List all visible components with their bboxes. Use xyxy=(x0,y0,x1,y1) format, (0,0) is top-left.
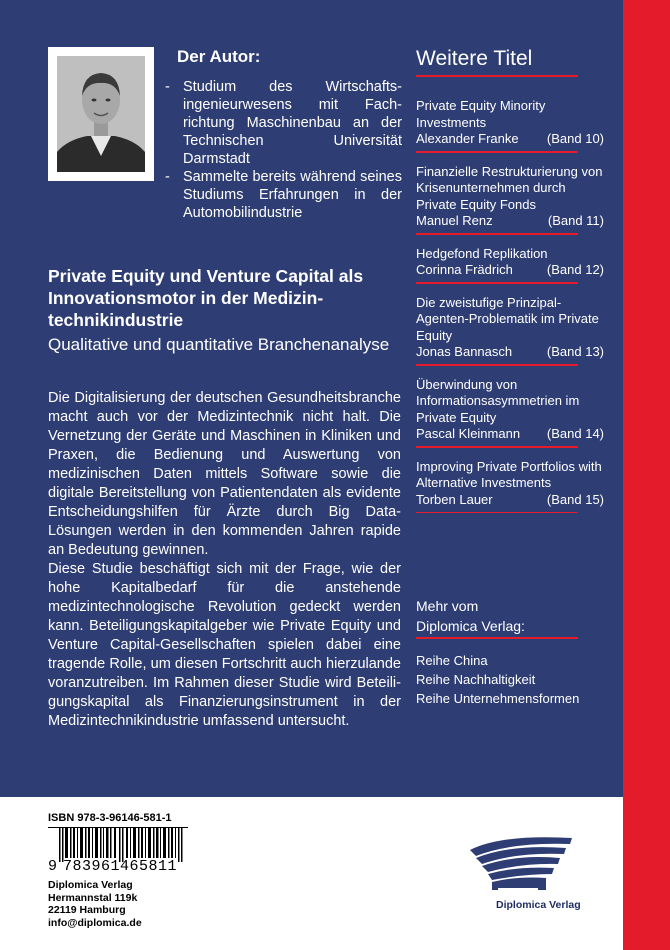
more-line-2: Diplomica Verlag: xyxy=(416,618,525,634)
publisher-address xyxy=(48,879,142,929)
book-subtitle: Qualitative und quantitative Branchenanalyse xyxy=(48,335,390,354)
publisher-line: info@diplomica.de xyxy=(48,916,142,929)
title-band: (Band 13) xyxy=(546,344,604,359)
title-author: Torben Lauer xyxy=(416,491,493,507)
publisher-logo-icon xyxy=(462,830,582,898)
more-line-1: Mehr vom xyxy=(416,598,479,614)
author-bullet xyxy=(165,168,402,222)
bullet-dash: - xyxy=(165,169,170,185)
series-item: Reihe China xyxy=(416,653,488,668)
series-item: Reihe Nachhaltigkeit xyxy=(416,672,536,687)
barcode-image xyxy=(59,828,187,862)
title-band: (Band 14) xyxy=(546,426,604,441)
author-photo xyxy=(48,47,154,181)
publisher-line: 22119 Hamburg xyxy=(48,904,126,916)
title-entry xyxy=(416,98,604,153)
title-entry xyxy=(416,377,604,448)
title-name: Hedgefond Replikation xyxy=(416,245,548,261)
title-name: Improving Private Portfolios with Alternative Investments xyxy=(416,458,602,490)
publisher-logo-text: Diplomica Verlag xyxy=(496,899,581,911)
title-name: Überwindung von Informationsasymmetrien im Private Equity xyxy=(416,376,580,425)
title-entry xyxy=(416,246,604,284)
barcode-digit-first: 9 xyxy=(48,858,58,875)
title-author: Manuel Renz xyxy=(416,213,493,228)
author-bullet-list xyxy=(165,78,402,222)
further-titles-list xyxy=(416,98,604,524)
title-author: Corinna Frädrich xyxy=(416,262,513,277)
title-author: Alexander Franke xyxy=(416,131,519,146)
author-bullet xyxy=(165,78,402,168)
author-heading: Der Autor: xyxy=(177,47,261,66)
title-band: (Band 10) xyxy=(546,131,604,146)
title-name: Finanzielle Restrukturierung von Krisenunternehmen durch Private Equity Fonds xyxy=(416,163,603,212)
series-list xyxy=(416,651,579,708)
barcode-digit-group: 465811 xyxy=(120,858,178,875)
more-from-publisher-heading xyxy=(416,596,525,636)
title-author: Jonas Bannasch xyxy=(416,344,513,359)
series-item: Reihe Unternehmensformen xyxy=(416,691,580,706)
description-paragraph: Diese Studie beschäftigt sich mit der Frage, wie der hohe Kapitalbedarf für die anstehende medizintechnologische Revolution gedeckt werden kann. Beteiligungskapitalgeber wie Private Equity und Venture Capital-Gesellschaften spielen dabei eine tragende Rolle, um diesen Fortschritt auch hierzulande voranzutreiben. Im Rahmen dieser Studie wird Beteiligungskapital als Finanzierungsinstrument in der Medizintechnikindustrie umfassend untersucht. xyxy=(48,561,401,729)
title-band: (Band 12) xyxy=(546,262,604,277)
author-bullet-text: Sammelte bereits während seines Studiums Erfahrungen in der Automobilindustrie xyxy=(183,169,402,221)
further-titles-heading: Weitere Titel xyxy=(416,47,533,70)
portrait-image xyxy=(57,56,145,172)
more-divider xyxy=(416,637,578,639)
book-title: Private Equity und Venture Capital als Innovationsmotor in der Medizintechnikindustrie xyxy=(48,266,364,330)
heading-divider xyxy=(416,75,578,77)
publisher-line: Hermannstal 119k xyxy=(48,891,138,904)
title-name: Die zweistufige Prinzipal-Agenten-Problematik im Private Equity xyxy=(416,294,599,343)
title-band: (Band 11) xyxy=(547,213,604,228)
description-paragraph: Die Digitalisierung der deutschen Gesundheitsbranche macht auch vor der Medizintechnik nicht halt. Die Vernetzung der Geräte und Maschinen in Kliniken und Praxen, die Bedienung und Auswertung von medizinischen Daten mittels Software sowie die digitale Bereitstellung von Patientendaten als evidente Entscheidungshilfen für Ärzte durch Big Data-Lösungen werden in den kommenden Jahren rapide an Bedeutung gewinnen. xyxy=(48,390,401,558)
title-entry xyxy=(416,459,604,514)
title-band: (Band 15) xyxy=(546,491,604,507)
author-bullet-text: Studium des Wirtschaftsingenieurwesens mit Fachrichtung Maschinenbau an der Technischen Universität Darmstadt xyxy=(183,79,402,167)
barcode-digit-group: 783961 xyxy=(63,858,121,875)
isbn-text: ISBN 978-3-96146-581-1 xyxy=(48,812,172,824)
publisher-line: Diplomica Verlag xyxy=(48,879,133,891)
red-side-strip xyxy=(623,0,670,950)
title-author: Pascal Kleinmann xyxy=(416,426,521,441)
title-entry xyxy=(416,295,604,366)
title-entry xyxy=(416,164,604,235)
title-name: Private Equity Minority Investments xyxy=(416,98,546,130)
bullet-dash: - xyxy=(165,79,170,95)
book-description xyxy=(48,389,401,731)
